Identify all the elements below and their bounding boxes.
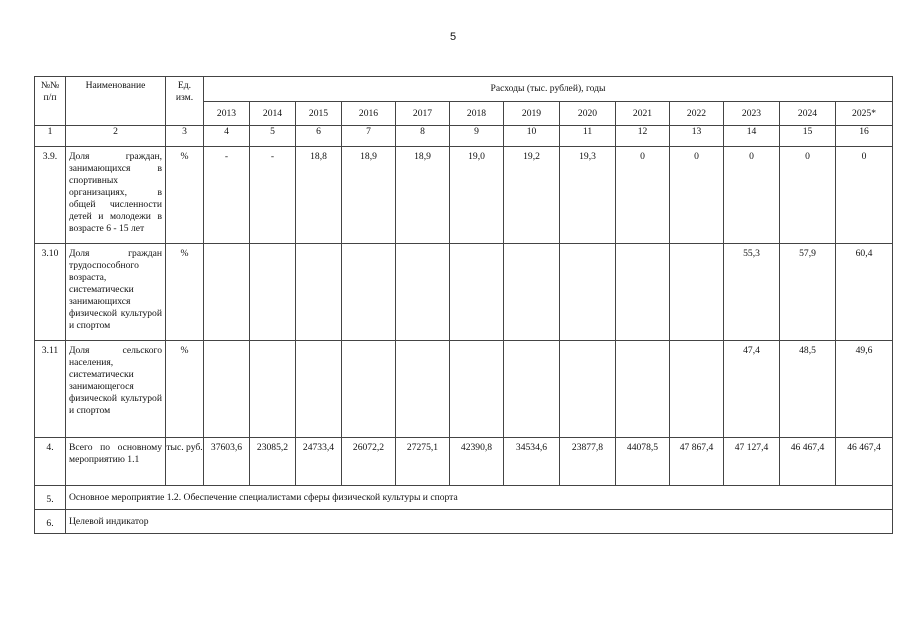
column-number: 14 <box>724 126 780 147</box>
year-header: 2023 <box>724 102 780 126</box>
value-cell: 0 <box>724 147 780 244</box>
row-number: 4. <box>35 438 66 486</box>
unit: % <box>166 244 204 341</box>
value-cell: 47 127,4 <box>724 438 780 486</box>
value-cell: 0 <box>616 147 670 244</box>
year-header: 2017 <box>396 102 450 126</box>
value-cell <box>450 244 504 341</box>
value-cell <box>670 244 724 341</box>
value-cell: 57,9 <box>780 244 836 341</box>
value-cell: 27275,1 <box>396 438 450 486</box>
column-number: 8 <box>396 126 450 147</box>
header-unit: Ед. изм. <box>166 77 204 126</box>
value-cell: 37603,6 <box>204 438 250 486</box>
value-cell: 18,9 <box>396 147 450 244</box>
value-cell <box>616 244 670 341</box>
value-cell <box>560 341 616 438</box>
value-cell: 19,2 <box>504 147 560 244</box>
value-cell: - <box>250 147 296 244</box>
value-cell <box>296 244 342 341</box>
section-title: Основное мероприятие 1.2. Обеспечение специалистами сферы физической культуры и спорта <box>66 486 893 510</box>
value-cell <box>504 244 560 341</box>
page-number: 5 <box>449 31 457 43</box>
year-header: 2015 <box>296 102 342 126</box>
year-header: 2021 <box>616 102 670 126</box>
unit: тыс. руб. <box>166 438 204 486</box>
value-cell <box>296 341 342 438</box>
row-number: 3.11 <box>35 341 66 438</box>
value-cell: 47,4 <box>724 341 780 438</box>
value-cell <box>204 341 250 438</box>
year-header: 2024 <box>780 102 836 126</box>
column-number: 16 <box>836 126 893 147</box>
column-number: 10 <box>504 126 560 147</box>
section-num: 5. <box>35 486 66 510</box>
value-cell: 23085,2 <box>250 438 296 486</box>
year-header: 2016 <box>342 102 396 126</box>
value-cell <box>250 341 296 438</box>
value-cell <box>396 244 450 341</box>
header-num: №№ п/п <box>35 77 66 126</box>
value-cell: 48,5 <box>780 341 836 438</box>
value-cell <box>250 244 296 341</box>
year-header: 2014 <box>250 102 296 126</box>
value-cell: 55,3 <box>724 244 780 341</box>
column-number: 1 <box>35 126 66 147</box>
indicator-name: Доля граждан, занимающихся в спортивных организациях, в общей численности детей и молодежи в возрасте 6 - 15 лет <box>66 147 166 244</box>
column-number: 6 <box>296 126 342 147</box>
column-number: 15 <box>780 126 836 147</box>
value-cell: - <box>204 147 250 244</box>
value-cell: 34534,6 <box>504 438 560 486</box>
value-cell: 42390,8 <box>450 438 504 486</box>
value-cell: 18,8 <box>296 147 342 244</box>
value-cell: 46 467,4 <box>780 438 836 486</box>
year-header: 2022 <box>670 102 724 126</box>
value-cell <box>342 244 396 341</box>
column-number: 12 <box>616 126 670 147</box>
indicator-name: Всего по основному мероприятию 1.1 <box>66 438 166 486</box>
year-header: 2025* <box>836 102 893 126</box>
column-number: 4 <box>204 126 250 147</box>
row-number: 3.9. <box>35 147 66 244</box>
value-cell: 24733,4 <box>296 438 342 486</box>
row-number: 3.10 <box>35 244 66 341</box>
indicator-name: Доля сельского населения, систематически занимающегося физической культурой и спортом <box>66 341 166 438</box>
year-header: 2019 <box>504 102 560 126</box>
value-cell: 0 <box>836 147 893 244</box>
value-cell <box>560 244 616 341</box>
section-title: Целевой индикатор <box>66 510 893 534</box>
indicator-name: Доля граждан трудоспособного возраста, систематически занимающихся физической культурой и спортом <box>66 244 166 341</box>
value-cell: 0 <box>780 147 836 244</box>
value-cell: 49,6 <box>836 341 893 438</box>
value-cell <box>396 341 450 438</box>
year-header: 2020 <box>560 102 616 126</box>
value-cell: 19,3 <box>560 147 616 244</box>
column-number: 5 <box>250 126 296 147</box>
section-num: 6. <box>35 510 66 534</box>
value-cell <box>616 341 670 438</box>
value-cell: 60,4 <box>836 244 893 341</box>
header-name: Наименование <box>66 77 166 126</box>
value-cell: 46 467,4 <box>836 438 893 486</box>
year-header: 2013 <box>204 102 250 126</box>
value-cell: 47 867,4 <box>670 438 724 486</box>
column-number: 2 <box>66 126 166 147</box>
header-expenses: Расходы (тыс. рублей), годы <box>204 77 893 102</box>
column-number: 9 <box>450 126 504 147</box>
value-cell <box>204 244 250 341</box>
expenses-table <box>34 76 893 534</box>
value-cell: 19,0 <box>450 147 504 244</box>
value-cell: 18,9 <box>342 147 396 244</box>
unit: % <box>166 147 204 244</box>
column-number: 3 <box>166 126 204 147</box>
value-cell <box>670 341 724 438</box>
value-cell <box>450 341 504 438</box>
value-cell: 26072,2 <box>342 438 396 486</box>
column-number: 13 <box>670 126 724 147</box>
value-cell: 0 <box>670 147 724 244</box>
column-number: 11 <box>560 126 616 147</box>
value-cell: 44078,5 <box>616 438 670 486</box>
column-number: 7 <box>342 126 396 147</box>
value-cell <box>504 341 560 438</box>
year-header: 2018 <box>450 102 504 126</box>
value-cell <box>342 341 396 438</box>
value-cell: 23877,8 <box>560 438 616 486</box>
unit: % <box>166 341 204 438</box>
